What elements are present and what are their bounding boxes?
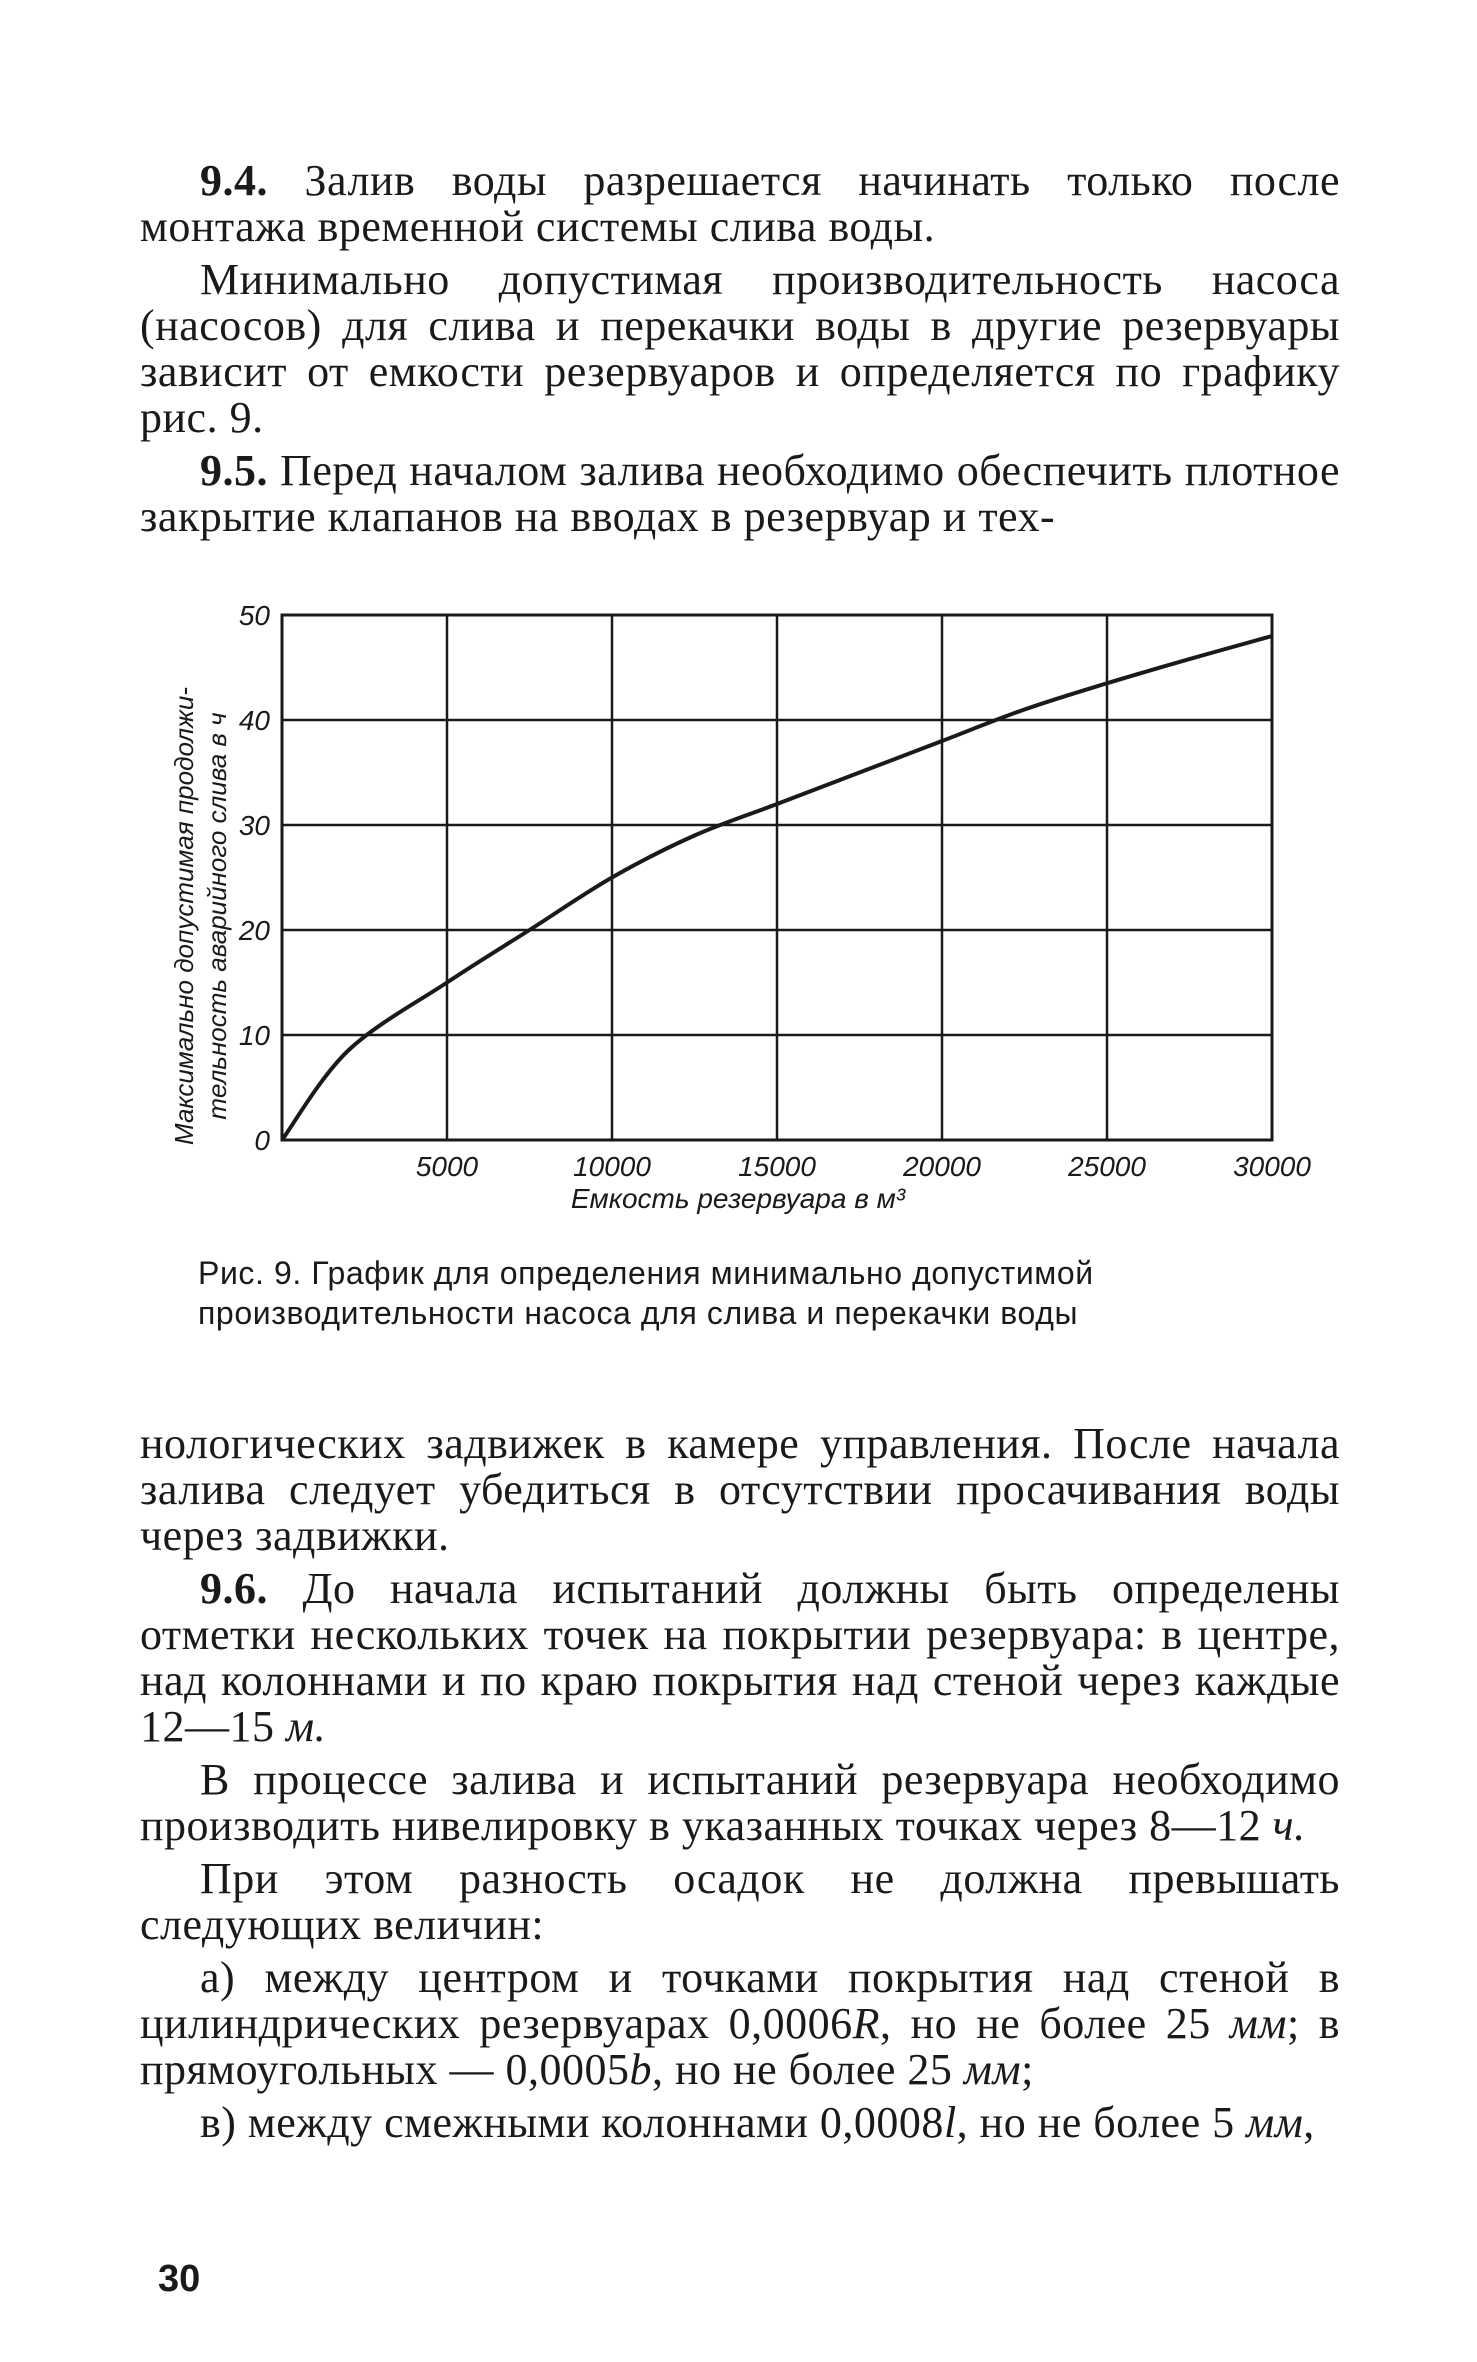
item-text: , [1303, 2098, 1315, 2147]
y-tick-label: 30 [238, 810, 270, 841]
paragraph-continuation [140, 1421, 1340, 1559]
item-text: ; в прямоугольных — 0,0005 [140, 1999, 1341, 2094]
paragraph-text: Перед началом залива необходимо обеспечить плотное закрытие клапанов на вводах в резервуар и тех- [140, 446, 1340, 541]
paragraph-text: Минимально допустимая производительность насоса (насосов) для слива и перекачки воды в другие резервуары зависит от емкости резервуаров и определяется по графику рис. 9. [140, 255, 1340, 442]
x-axis-label: Емкость резервуара в м³ [570, 1183, 906, 1214]
y-axis-label-line-2: тельность аварийного слива в ч [202, 712, 232, 1120]
x-tick-labels [416, 1151, 1312, 1182]
item-text: , но не более 5 [956, 2098, 1235, 2147]
page-number: 30 [158, 2258, 201, 2300]
y-tick-labels [238, 600, 271, 1156]
paragraph-text: До начала испытаний должны быть определены отметки нескольких точек на покрытии резервуара: в центре, над колоннами и по краю покрытия над стеной через каждые 12—15 [140, 1564, 1340, 1751]
x-tick-label: 15000 [738, 1151, 816, 1182]
top-text-block [140, 158, 1340, 547]
x-tick-label: 5000 [415, 1151, 479, 1182]
section-number: 9.5. [200, 446, 268, 495]
paragraph-text: нологических задвижек в камере управления. После начала залива следует убедиться в отсутствии просачивания воды через задвижки. [140, 1419, 1340, 1560]
paragraph-text: Залив воды разрешается начинать только после монтажа временной системы слива воды. [140, 156, 1341, 251]
paragraph-text: В процессе залива и испытаний резервуара необходимо производить нивелировку в указанных точках через 8—12 [140, 1755, 1340, 1850]
figure-caption: Рис. 9. График для определения минимально допустимой производительности насоса для слива и перекачки воды [198, 1255, 1094, 1331]
item-text: а) между центром и точками покрытия над стеной в цилиндрических резервуарах 0,0006 [140, 1953, 1340, 2048]
section-number: 9.4. [200, 156, 268, 205]
x-tick-label: 10000 [573, 1151, 651, 1182]
variable-l: l [943, 2098, 957, 2147]
x-tick-label: 25000 [1068, 1151, 1146, 1182]
variable-R: R [852, 1999, 881, 2048]
y-tick-label: 20 [238, 915, 270, 946]
x-tick-label: 20000 [903, 1151, 981, 1182]
paragraph-item-a [140, 1955, 1340, 2093]
item-text: , но не более 25 [651, 2045, 953, 2094]
paragraph-leveling [140, 1757, 1340, 1849]
paragraph-limits-intro [140, 1856, 1340, 1948]
y-tick-label: 50 [238, 600, 270, 631]
variable-b: b [629, 2045, 652, 2094]
unit-text: м. [286, 1702, 327, 1751]
item-text: , но не более 25 [880, 1999, 1211, 2048]
chart-grid [282, 615, 1272, 1140]
y-tick-label: 10 [238, 1020, 270, 1051]
item-text: ; [1021, 2045, 1034, 2094]
paragraph-9-6 [140, 1566, 1340, 1750]
y-tick-label: 0 [254, 1125, 270, 1156]
paragraph-item-v [140, 2100, 1340, 2146]
y-axis-label-line-1: Максимально допустимая продолжи- [169, 687, 199, 1145]
paragraph-pump-capacity [140, 257, 1340, 441]
chart [160, 590, 1320, 1240]
unit-text: ч. [1272, 1801, 1306, 1850]
unit-text: мм [963, 2045, 1022, 2094]
paragraph-text: При этом разность осадок не должна превышать следующих величин: [140, 1854, 1340, 1949]
item-text: в) между смежными колоннами 0,0008 [200, 2098, 944, 2147]
figure-9-chart [160, 590, 1320, 1240]
paragraph-9-5 [140, 448, 1340, 540]
x-tick-label: 30000 [1233, 1151, 1311, 1182]
paragraph-9-4 [140, 158, 1340, 250]
bottom-text-block [140, 1421, 1340, 2153]
unit-text: мм [1246, 2098, 1304, 2147]
unit-text: мм [1229, 1999, 1287, 2048]
y-tick-label: 40 [238, 705, 270, 736]
section-number: 9.6. [200, 1564, 268, 1613]
